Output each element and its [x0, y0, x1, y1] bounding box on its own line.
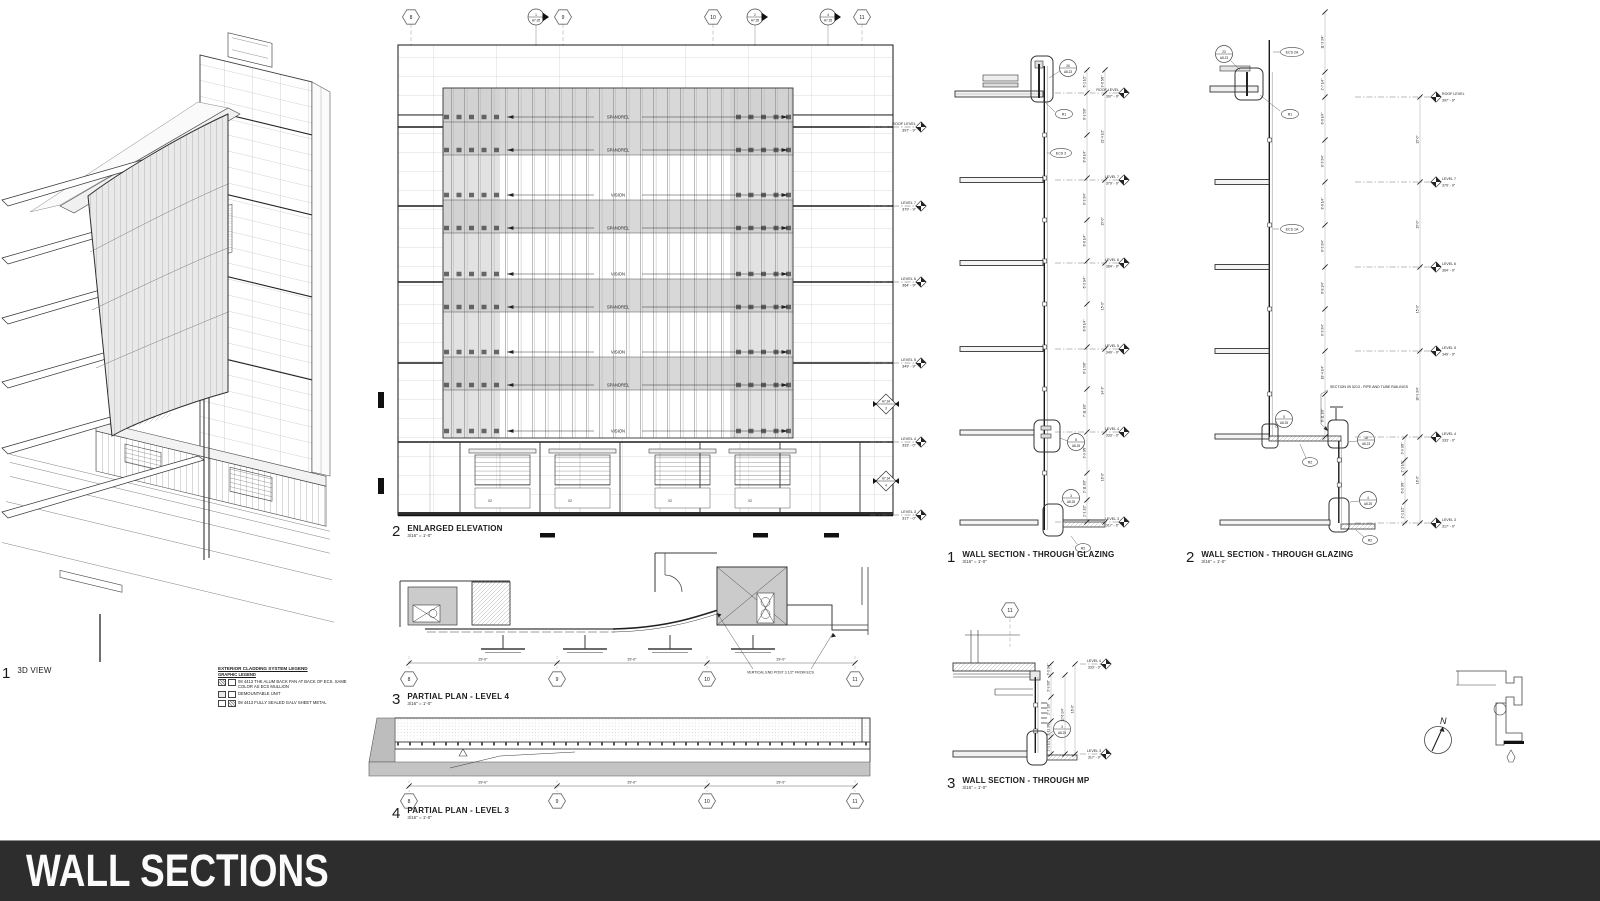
- svg-text:A8.25: A8.25: [1057, 731, 1067, 735]
- plan3-dimensions: [401, 780, 864, 808]
- view-name: PARTIAL PLAN - LEVEL 4: [407, 692, 510, 701]
- svg-text:6'-3 3/4": 6'-3 3/4": [1320, 324, 1325, 336]
- view-scale: 3/16" = 1'-0": [407, 701, 432, 706]
- grid-bubble-11: 11: [859, 15, 865, 21]
- svg-text:23: 23: [1222, 49, 1226, 54]
- svg-text:16'-0": 16'-0": [1070, 704, 1075, 714]
- svg-text:12'-6 1/4": 12'-6 1/4": [1060, 708, 1065, 722]
- key-plan: [1410, 645, 1525, 770]
- tag-r1: R1: [1287, 112, 1293, 117]
- svg-text:9'-8 5/8": 9'-8 5/8": [1100, 75, 1105, 88]
- section-marker-num: 1: [535, 12, 537, 17]
- view-title-wall-section-1: [947, 550, 1114, 565]
- svg-text:10: 10: [704, 677, 710, 683]
- svg-text:A7.34: A7.34: [881, 399, 891, 404]
- legend-swatch-icon: [218, 700, 226, 707]
- svg-text:8'-8 1/4": 8'-8 1/4": [1082, 234, 1087, 247]
- section-marker-sheet: A7.35: [531, 18, 541, 23]
- svg-text:16'-0": 16'-0": [1415, 475, 1420, 485]
- svg-text:8: 8: [1075, 437, 1077, 442]
- wall-section-1-drawing: [935, 30, 1140, 551]
- svg-text:LEVEL 4: LEVEL 4: [1104, 427, 1119, 431]
- grid-bubbles: [403, 10, 871, 46]
- view-scale: 3/16" = 1'-0": [407, 815, 432, 820]
- svg-text:5: 5: [1283, 414, 1285, 419]
- plan-note: VERTICAL END POST 3 1/2" FROM ECS: [747, 670, 814, 675]
- svg-text:333' - 0": 333' - 0": [1442, 438, 1456, 443]
- svg-text:6'-3 3/4": 6'-3 3/4": [1082, 276, 1087, 289]
- ws3-level-markers: [1080, 659, 1111, 760]
- elevation-wall: [378, 45, 893, 538]
- row-label: VISION: [610, 428, 626, 434]
- svg-text:LEVEL 6: LEVEL 6: [1442, 262, 1457, 266]
- svg-text:9: 9: [555, 677, 559, 683]
- svg-text:16'-0": 16'-0": [1100, 472, 1105, 482]
- legend-swatch-icon: [228, 679, 236, 686]
- dim: 29'-0": [627, 657, 637, 662]
- svg-text:4: 4: [885, 483, 887, 488]
- view-name: WALL SECTION - THROUGH GLAZING: [1201, 550, 1354, 559]
- svg-text:6'-0 3/8": 6'-0 3/8": [1400, 481, 1405, 494]
- ws1-dimensions: [1083, 67, 1108, 524]
- panel-tag: V2: [488, 499, 492, 503]
- svg-text:11: 11: [852, 799, 858, 805]
- svg-text:LEVEL 7: LEVEL 7: [1104, 175, 1119, 179]
- svg-text:LEVEL 4: LEVEL 4: [1442, 432, 1457, 436]
- row-label: SPANDREL: [606, 114, 630, 120]
- svg-text:A8.23: A8.23: [1063, 70, 1073, 74]
- view-number: 3: [947, 775, 956, 792]
- view-title-wall-section-3: [947, 776, 1089, 791]
- wall-section-2-drawing: [1180, 0, 1480, 548]
- svg-text:8'-1 5/8": 8'-1 5/8": [1082, 108, 1087, 120]
- view-scale: 3/16" = 1'-0": [407, 533, 432, 538]
- view-name: WALL SECTION - THROUGH MP: [962, 776, 1090, 785]
- exterior-cladding-legend: [218, 666, 353, 707]
- svg-text:8: 8: [407, 677, 411, 683]
- row-label: SPANDREL: [606, 382, 630, 388]
- tag-r2: R2: [1080, 546, 1086, 551]
- grid-bubble-9: 9: [561, 15, 565, 21]
- view-name: PARTIAL PLAN - LEVEL 3: [407, 806, 510, 815]
- svg-text:2'-7 1/4": 2'-7 1/4": [1320, 78, 1325, 91]
- partial-plan-level3-drawing: [365, 706, 920, 806]
- svg-text:3'-9 3/8": 3'-9 3/8": [1082, 446, 1087, 459]
- svg-text:8'-8 1/4": 8'-8 1/4": [1320, 197, 1325, 210]
- sheet-title: WALL SECTIONS: [26, 845, 329, 896]
- svg-text:349' - 9": 349' - 9": [1442, 352, 1456, 357]
- svg-text:ROOF LEVEL: ROOF LEVEL: [1096, 88, 1119, 92]
- wall-section-3-drawing: [935, 585, 1145, 790]
- svg-text:317' - 0": 317' - 0": [1087, 755, 1101, 760]
- level-elev: 349' - 9": [902, 364, 916, 369]
- tag-r2: R2: [1307, 460, 1313, 465]
- svg-text:8'-8 1/4": 8'-8 1/4": [1320, 282, 1325, 294]
- row-label: SPANDREL: [606, 225, 630, 231]
- svg-text:18'-4 1/4": 18'-4 1/4": [1320, 365, 1325, 380]
- level-elev: 317' - 0": [902, 516, 916, 521]
- svg-text:379' - 9": 379' - 9": [1105, 181, 1119, 186]
- svg-text:8'-8 1/4": 8'-8 1/4": [1082, 150, 1087, 163]
- view-title-enlarged-elevation: [392, 524, 503, 539]
- svg-text:LEVEL 5: LEVEL 5: [1442, 346, 1457, 350]
- svg-text:2'-11 3/8": 2'-11 3/8": [1046, 722, 1051, 736]
- level-elev: 333' - 0": [902, 443, 916, 448]
- dim: 29'-0": [627, 780, 637, 785]
- svg-text:3: 3: [1070, 493, 1072, 498]
- panel-tag: V2: [668, 499, 672, 503]
- legend-item: [218, 679, 353, 690]
- view-title-plan-level4: [392, 692, 509, 707]
- view-number: 1: [947, 549, 956, 566]
- legend-swatch-hatched-icon: [228, 700, 236, 707]
- svg-text:333' - 0": 333' - 0": [1087, 665, 1101, 670]
- sheet-title-bar: [0, 840, 1600, 901]
- enlarged-elevation-drawing: [370, 0, 930, 545]
- svg-text:2'-1 1/2": 2'-1 1/2": [1082, 505, 1087, 517]
- svg-text:2'-11 3/8": 2'-11 3/8": [1082, 479, 1087, 494]
- view-3d-drawing: [0, 0, 360, 700]
- tag-ecs3: ECS 3: [1055, 151, 1067, 156]
- partial-plan-level4-drawing: [365, 545, 920, 695]
- svg-text:2'-1 1/8": 2'-1 1/8": [1400, 460, 1405, 473]
- level-name: LEVEL 5: [901, 358, 916, 362]
- 3d-building-axon: [2, 0, 334, 718]
- svg-text:8'-1 5/8": 8'-1 5/8": [1082, 362, 1087, 374]
- row-label: VISION: [610, 192, 626, 198]
- svg-text:15'-0": 15'-0": [1415, 135, 1420, 144]
- svg-text:9: 9: [555, 799, 559, 805]
- view-number: 2: [1186, 549, 1195, 566]
- legend-subtitle: GRAPHIC LEGEND: [218, 671, 256, 677]
- legend-item-label: DEMOUNTABLE UNIT: [238, 691, 281, 697]
- legend-swatch-gray-icon: [218, 691, 226, 698]
- svg-text:16'-9 3/4": 16'-9 3/4": [1415, 387, 1420, 401]
- level-name: LEVEL 6: [901, 277, 916, 281]
- section-marker-num: 2: [754, 12, 756, 17]
- north-label: N: [1440, 716, 1447, 726]
- svg-text:317' - 0": 317' - 0": [1442, 524, 1456, 529]
- ws2-note: SECTION 05 5213 - PIPE AND TUBE RAILINGS: [1330, 385, 1409, 389]
- svg-text:A8.25: A8.25: [1363, 502, 1373, 506]
- svg-text:397' - 9": 397' - 9": [1442, 98, 1456, 103]
- dim: 29'-0": [776, 657, 786, 662]
- svg-text:LEVEL 4: LEVEL 4: [1086, 659, 1101, 663]
- svg-text:8'-11 1/8": 8'-11 1/8": [1320, 408, 1325, 423]
- view-title-3d: [2, 666, 52, 681]
- row-label: SPANDREL: [606, 304, 630, 310]
- svg-text:A8.25: A8.25: [1071, 444, 1081, 448]
- grid-bubble-10: 10: [710, 15, 716, 21]
- legend-item: [218, 691, 353, 698]
- view-number: 2: [392, 523, 401, 540]
- svg-text:317' - 0": 317' - 0": [1105, 523, 1119, 528]
- level-name: LEVEL 7: [901, 201, 916, 205]
- section-marker-sheet: A7.35: [750, 18, 760, 23]
- panel-tag: V2: [568, 499, 572, 503]
- view-name: ENLARGED ELEVATION: [407, 524, 503, 533]
- ws3-grid-bubble: [1002, 603, 1019, 647]
- svg-text:ROOF LEVEL: ROOF LEVEL: [1442, 92, 1465, 96]
- svg-text:6'-3 3/4": 6'-3 3/4": [1082, 193, 1087, 205]
- svg-text:LEVEL 6: LEVEL 6: [1104, 258, 1119, 262]
- view-number: 3: [392, 691, 401, 708]
- view-scale: 3/16" = 1'-0": [1201, 559, 1226, 564]
- svg-text:14'-3": 14'-3": [1100, 386, 1105, 395]
- section-marker-sheet: A7.35: [823, 18, 833, 23]
- plan4-dimensions: [401, 613, 864, 686]
- row-label: VISION: [610, 271, 626, 277]
- panel-tag: V2: [748, 499, 752, 503]
- level-elev: 379' - 9": [902, 207, 916, 212]
- view-name: WALL SECTION - THROUGH GLAZING: [962, 550, 1115, 559]
- svg-text:6'-1 1/2": 6'-1 1/2": [1082, 75, 1087, 88]
- ws2-callouts: [1216, 46, 1409, 545]
- svg-text:15'-0": 15'-0": [1100, 301, 1105, 311]
- tag-ecs2a: ECS 2A: [1285, 50, 1299, 55]
- svg-text:349' - 9": 349' - 9": [1105, 350, 1119, 355]
- svg-text:3: 3: [885, 406, 887, 411]
- svg-text:7'-11 1/8": 7'-11 1/8": [1082, 403, 1087, 418]
- svg-text:15'-0": 15'-0": [1415, 304, 1420, 314]
- legend-swatch-hatched-icon: [218, 679, 226, 686]
- svg-text:4: 4: [1367, 495, 1369, 500]
- legend-item-label: 08 4413 THK ALUM BACK PAN AT BACK OF ECS. SAME COLOR AS ECS MULLION: [238, 678, 347, 690]
- level-name: ROOF LEVEL: [892, 122, 916, 126]
- level-elev: 364' - 9": [902, 283, 916, 288]
- svg-text:364' - 9": 364' - 9": [1442, 268, 1456, 273]
- svg-text:10: 10: [704, 799, 710, 805]
- section-marker-num: 4: [827, 12, 829, 17]
- row-label: VISION: [610, 349, 626, 355]
- ws1-callouts: [1043, 60, 1091, 553]
- svg-text:A8.23: A8.23: [1219, 56, 1229, 60]
- grid-bubble-8: 8: [409, 15, 413, 21]
- svg-text:15'-0": 15'-0": [1415, 220, 1420, 229]
- svg-text:LEVEL 5: LEVEL 5: [1104, 344, 1119, 348]
- svg-text:364' - 9": 364' - 9": [1105, 264, 1119, 269]
- svg-text:397' - 9": 397' - 9": [1105, 94, 1119, 99]
- svg-text:LEVEL 3: LEVEL 3: [1086, 749, 1101, 753]
- tag-r1: R1: [1061, 112, 1067, 117]
- view-number: 4: [392, 805, 401, 822]
- ws3-callout: [1047, 721, 1071, 738]
- svg-text:333' - 0": 333' - 0": [1105, 433, 1119, 438]
- svg-text:21'-4 1/2": 21'-4 1/2": [1100, 129, 1105, 144]
- svg-text:3'-0 3/4": 3'-0 3/4": [1046, 663, 1051, 676]
- svg-text:A8.25: A8.25: [1066, 500, 1076, 504]
- svg-text:LEVEL 3: LEVEL 3: [1104, 517, 1119, 521]
- tag-r2: R2: [1367, 538, 1373, 543]
- legend-item: [218, 700, 353, 707]
- ws3-dimensions: [1047, 661, 1078, 756]
- svg-text:3'-9 3/8": 3'-9 3/8": [1400, 442, 1405, 455]
- svg-text:6'-3 3/4": 6'-3 3/4": [1320, 155, 1325, 167]
- view-title-plan-level3: [392, 806, 509, 821]
- svg-text:LEVEL 3: LEVEL 3: [1442, 518, 1457, 522]
- level-name: LEVEL 3: [901, 510, 916, 514]
- svg-text:3'-9 3/8": 3'-9 3/8": [1046, 680, 1051, 692]
- svg-text:11'-3 3/4": 11'-3 3/4": [1320, 35, 1325, 49]
- level-elev: 397' - 9": [902, 128, 916, 133]
- svg-text:6'-3 3/4": 6'-3 3/4": [1320, 240, 1325, 252]
- svg-text:2'-1 1/2": 2'-1 1/2": [1400, 506, 1405, 519]
- svg-text:8'-8 1/4": 8'-8 1/4": [1082, 319, 1087, 332]
- view-scale: 3/16" = 1'-0": [962, 559, 987, 564]
- svg-text:A8.23: A8.23: [1361, 442, 1371, 446]
- tag-ecs1a: ECS 1A: [1285, 227, 1299, 232]
- level-name: LEVEL 4: [901, 437, 916, 441]
- svg-text:8'-8 1/4": 8'-8 1/4": [1320, 112, 1325, 125]
- svg-text:11: 11: [1007, 608, 1013, 614]
- svg-text:15'-0": 15'-0": [1100, 217, 1105, 226]
- section-markers: [528, 9, 841, 25]
- legend-item-label: 08 4413 FULLY SEALED GALV SHEET METAL: [238, 699, 327, 705]
- view-number: 1: [2, 665, 11, 682]
- svg-text:LEVEL 7: LEVEL 7: [1442, 177, 1457, 181]
- svg-text:8: 8: [407, 799, 411, 805]
- row-label: SPANDREL: [606, 147, 630, 153]
- svg-text:26: 26: [1066, 63, 1070, 68]
- svg-text:A7.34: A7.34: [881, 476, 891, 481]
- dim: 29'-0": [478, 657, 488, 662]
- view-name: 3D VIEW: [17, 666, 52, 675]
- dim: 29'-0": [478, 780, 488, 785]
- legend-title: EXTERIOR CLADDING SYSTEM LEGEND: [218, 666, 308, 671]
- svg-text:3: 3: [1061, 724, 1063, 729]
- svg-text:2'-1 1/2": 2'-1 1/2": [1046, 739, 1051, 752]
- legend-swatch-icon: [228, 691, 236, 698]
- dim: 29'-0": [776, 780, 786, 785]
- svg-text:11: 11: [852, 677, 858, 683]
- view-scale: 3/16" = 1'-0": [962, 785, 987, 790]
- svg-text:A8.25: A8.25: [1279, 421, 1289, 425]
- svg-text:2'-7 1/8": 2'-7 1/8": [1046, 703, 1051, 715]
- ws2-level-markers: [1355, 92, 1465, 529]
- north-arrow-icon: [1425, 716, 1452, 754]
- view-title-wall-section-2: [1186, 550, 1353, 565]
- svg-text:379' - 9": 379' - 9": [1442, 183, 1456, 188]
- svg-text:18: 18: [1364, 435, 1368, 440]
